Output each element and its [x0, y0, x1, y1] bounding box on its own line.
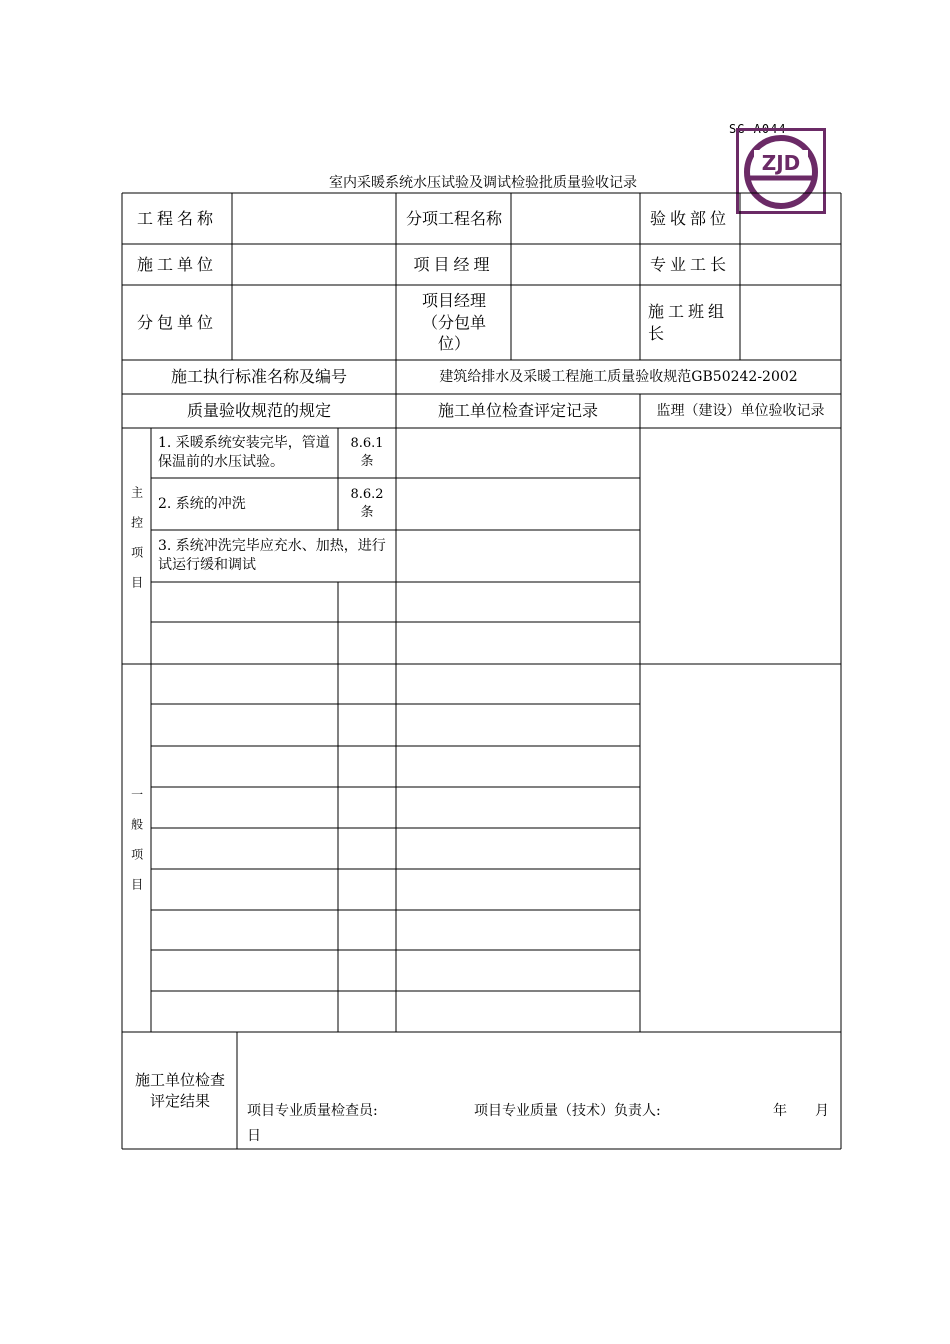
company-logo	[736, 128, 826, 214]
main-control-label: 主控项目	[129, 486, 144, 606]
column-supervision-header: 监理（建设）单位验收记录	[656, 402, 825, 419]
team-leader-label: 施工班组长	[648, 301, 729, 343]
main-item-3-text: 3. 系统冲洗完毕应充水、加热，进行试运行缓和调试	[158, 538, 386, 573]
tech-lead-label: 项目专业质量（技术）负责人:	[474, 1102, 661, 1119]
acceptance-part-label: 验收部位	[649, 208, 730, 228]
standard-label: 施工执行标准名称及编号	[170, 367, 347, 387]
column-check-header: 施工单位检查评定记录	[437, 401, 598, 421]
sub-project-label: 分项工程名称	[405, 208, 502, 228]
standard-value: 建筑给排水及采暖工程施工质量验收规范GB50242-2002	[439, 368, 798, 385]
main-item-1-clause: 8.6.1条	[350, 436, 384, 469]
foreman-label: 专业工长	[649, 254, 730, 274]
subcontract-unit-label: 分包单位	[136, 312, 217, 332]
project-name-label: 工程名称	[136, 208, 217, 228]
construction-unit-label: 施工单位	[136, 254, 217, 274]
main-item-2-text: 2. 系统的冲洗	[158, 495, 246, 512]
column-spec-header: 质量验收规范的规定	[186, 401, 331, 421]
month-label: 月	[815, 1102, 829, 1119]
day-label: 日	[247, 1127, 261, 1144]
document-code: SG-A044	[729, 122, 787, 136]
year-label: 年	[773, 1102, 787, 1119]
main-item-1-text: 1. 采暖系统安装完毕，管道保温前的水压试验。	[158, 435, 330, 470]
result-label: 施工单位检查评定结果	[134, 1071, 225, 1110]
sub-manager-label: 项目经理（分包单位）	[421, 291, 486, 354]
svg-text:ZJD: ZJD	[761, 151, 801, 175]
form-title: 室内采暖系统水压试验及调试检验批质量验收记录	[329, 175, 637, 191]
quality-inspector-label: 项目专业质量检查员:	[247, 1102, 378, 1119]
project-manager-label: 项目经理	[413, 254, 494, 274]
general-items-label: 一般项目	[129, 788, 144, 908]
main-item-2-clause: 8.6.2条	[350, 487, 384, 520]
